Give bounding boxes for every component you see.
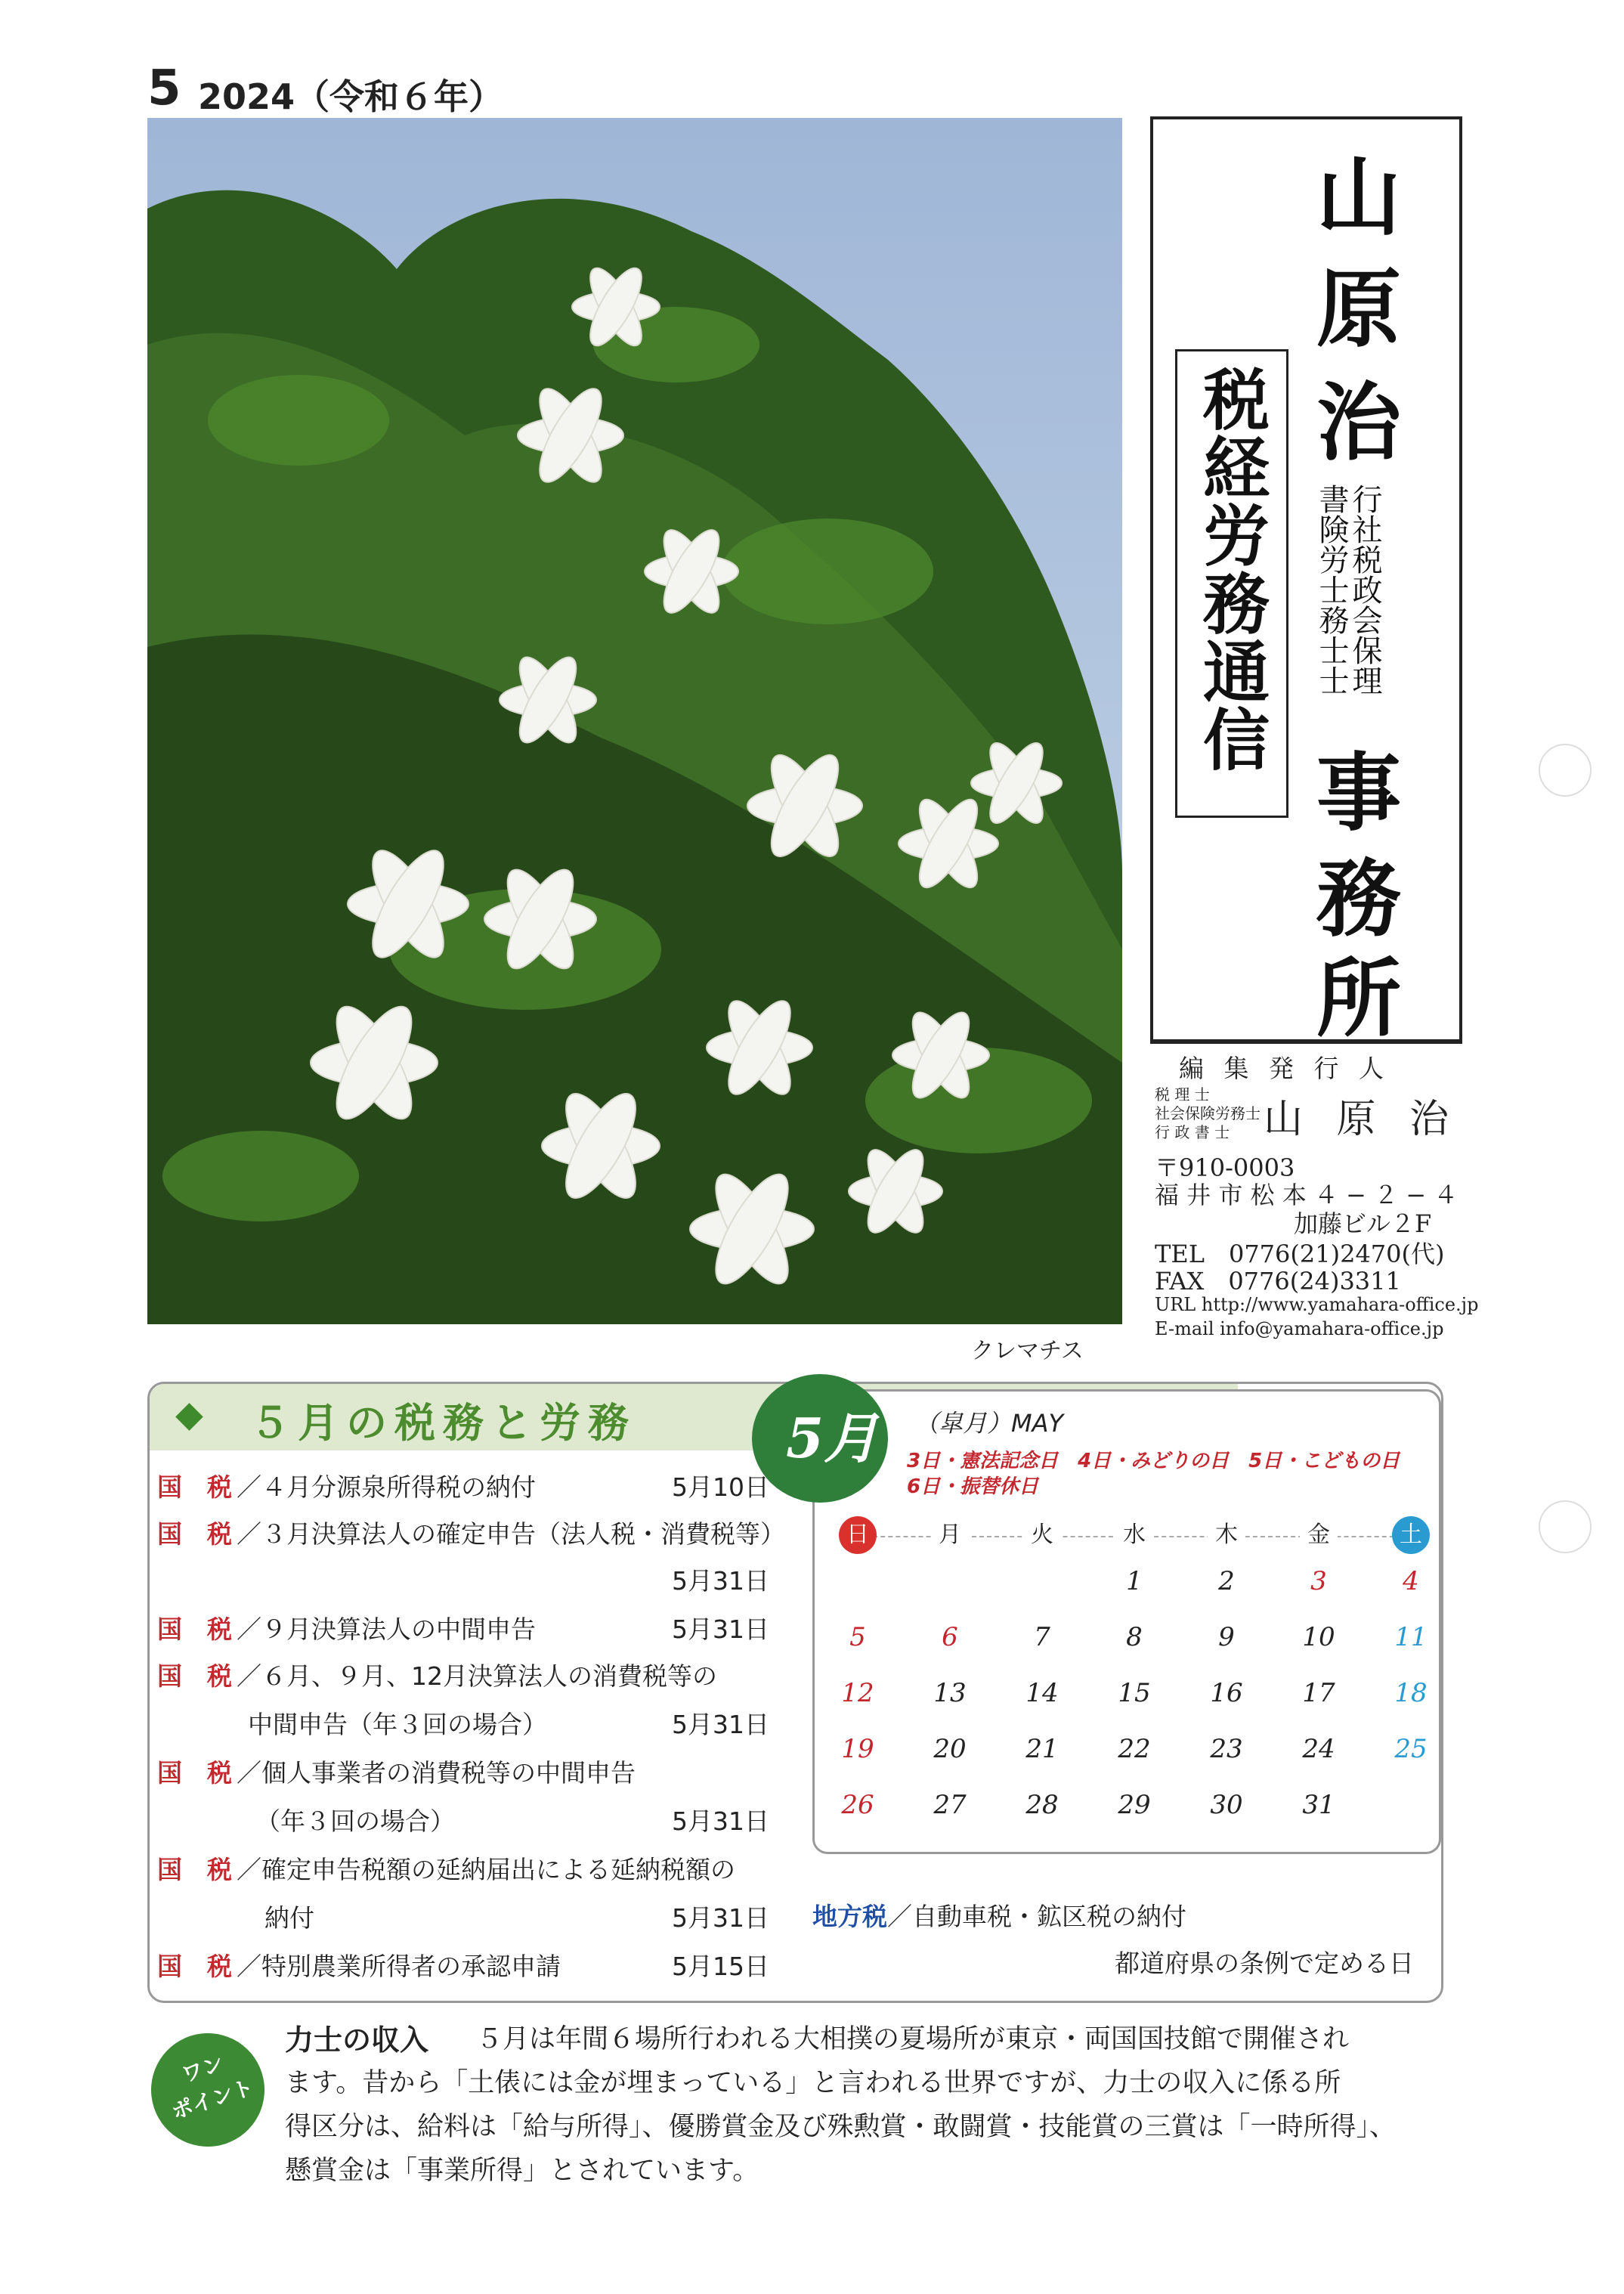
weekday-thu: 木 (1208, 1516, 1245, 1554)
calendar-day: 26 (841, 1790, 874, 1820)
calendar-day: 15 (1118, 1678, 1151, 1708)
weekday-sun: 日 (839, 1516, 877, 1554)
tax-date: 5月31日 (672, 1806, 769, 1836)
tax-row (157, 1515, 913, 1550)
local-tax-note: 都道府県の条例で定める日 (1115, 1949, 1414, 1978)
tax-text: ／９月決算法人の中間申告 (237, 1614, 536, 1644)
tax-date: 5月31日 (672, 1710, 769, 1739)
address-line-2: 加藤ビル２F (1294, 1209, 1432, 1238)
calendar-holidays: 3日・憲法記念日 4日・みどりの日 5日・こどもの日 (907, 1450, 1400, 1472)
tax-text: ／６月、９月、12月決算法人の消費税等の (237, 1661, 717, 1691)
publisher-name: 山 原 治 (1264, 1097, 1460, 1142)
local-tax-category: 地方税 (812, 1902, 887, 1931)
calendar-day: 29 (1118, 1790, 1151, 1820)
tax-date: 5月10日 (672, 1472, 769, 1502)
calendar-day: 25 (1394, 1734, 1428, 1764)
fax: FAX 0776(24)3311 (1155, 1267, 1401, 1296)
tax-category: 国 税 (157, 1661, 232, 1691)
tax-text: ／特別農業所得者の承認申請 (237, 1952, 561, 1981)
title-labor-consultant: 社会保険労務士 (1155, 1104, 1261, 1122)
issue-year: 2024（令和６年） (198, 76, 504, 117)
onepoint-text-line: 得区分は、給料は「給与所得」、優勝賞金及び殊勲賞・敢闘賞・技能賞の三賞は「一時所得」、 (285, 2112, 1397, 2142)
tax-text: ／４月分源泉所得税の納付 (237, 1472, 536, 1502)
calendar-day: 16 (1210, 1678, 1243, 1708)
tax-date: 5月31日 (672, 1903, 769, 1933)
calendar-day: 9 (1218, 1622, 1235, 1652)
calendar-day: 1 (1126, 1566, 1143, 1596)
tax-date: 5月31日 (672, 1566, 769, 1596)
office-name-char-1: 山 (1316, 148, 1401, 247)
calendar-month-badge-text: 5月 (786, 1406, 879, 1470)
tax-text: 納付 (264, 1903, 314, 1933)
publisher-heading: 編 集 発 行 人 (1179, 1054, 1390, 1083)
calendar-day: 28 (1025, 1790, 1059, 1820)
calendar-day: 17 (1302, 1678, 1335, 1708)
local-tax-row (812, 1897, 1186, 1933)
calendar-day: 18 (1394, 1678, 1428, 1708)
tax-row (157, 1947, 769, 1983)
tax-category: 国 税 (157, 1614, 232, 1644)
office-licenses: 行社税政会保理書険労士務士士 (1314, 484, 1382, 695)
tax-row (157, 1610, 769, 1645)
weekday-wed: 水 (1115, 1516, 1153, 1554)
tax-category: 国 税 (157, 1952, 232, 1981)
tax-category: 国 税 (157, 1855, 232, 1884)
calendar-day: 10 (1302, 1622, 1335, 1652)
postal-code: 〒910-0003 (1155, 1153, 1295, 1182)
publisher-divider (1150, 1042, 1462, 1044)
address-line-1: 福 井 市 松 本 ４ − ２ − ４ (1155, 1181, 1459, 1209)
calendar-day: 5 (849, 1622, 866, 1652)
calendar-month-name: （皐月）MAY (914, 1409, 1064, 1438)
office-word-char-1: 事 (1316, 744, 1401, 843)
office-name-char-2: 原 (1316, 260, 1401, 359)
calendar-day: 12 (841, 1678, 874, 1708)
calendar-day: 14 (1025, 1678, 1059, 1708)
onepoint-badge-text: ワン ポイント (168, 2051, 257, 2125)
calendar-day: 19 (841, 1734, 874, 1764)
calendar-day: 3 (1310, 1566, 1327, 1596)
office-word-char-3: 所 (1316, 949, 1401, 1048)
tax-text: （年３回の場合） (255, 1806, 455, 1836)
calendar-day: 11 (1394, 1622, 1428, 1652)
tax-row (157, 1754, 769, 1789)
clematis-photo (147, 118, 1122, 1324)
onepoint-title: 力士の収入 (285, 2023, 429, 2057)
calendar-day: 24 (1302, 1734, 1335, 1764)
tax-row (157, 1850, 769, 1886)
calendar-holidays-2: 6日・振替休日 (907, 1475, 1039, 1498)
diamond-icon: ◆ (175, 1393, 203, 1435)
tax-category: 国 税 (157, 1519, 232, 1549)
email[interactable]: E-mail info@yamahara-office.jp (1155, 1318, 1444, 1339)
tel: TEL 0776(21)2470(代) (1155, 1240, 1445, 1268)
calendar-day: 6 (942, 1622, 958, 1652)
publisher-titles (1155, 1085, 1261, 1142)
tax-category: 国 税 (157, 1472, 232, 1502)
tax-text: ／個人事業者の消費税等の中間申告 (237, 1758, 636, 1788)
tax-text: ／３月決算法人の確定申告（法人税・消費税等） (237, 1519, 785, 1549)
calendar-day: 20 (933, 1734, 967, 1764)
newsletter-title-box (1175, 349, 1288, 818)
calendar-day: 22 (1118, 1734, 1151, 1764)
clematis-illustration (147, 118, 1122, 1324)
calendar-day: 27 (933, 1790, 967, 1820)
office-name-char-3: 治 (1316, 373, 1401, 472)
binder-hole (1539, 1500, 1592, 1553)
weekday-fri: 金 (1300, 1516, 1338, 1554)
newsletter-title: 税経労務通信 (1192, 365, 1271, 773)
issue-number: 5 (147, 60, 181, 116)
calendar-day: 8 (1126, 1622, 1143, 1652)
calendar-day: 4 (1403, 1566, 1419, 1596)
tax-section-title: ５月の税務と労務 (249, 1399, 636, 1447)
calendar-day: 7 (1034, 1622, 1050, 1652)
onepoint-text-line: ます。昔から「土俵には金が埋まっている」と言われる世界ですが、力士の収入に係る所 (285, 2068, 1341, 2098)
calendar-day: 31 (1302, 1790, 1335, 1820)
onepoint-text-line: 懸賞金は「事業所得」とされています。 (285, 2156, 759, 2186)
tax-category: 国 税 (157, 1758, 232, 1788)
photo-caption: クレマチス (971, 1338, 1084, 1364)
calendar-day: 13 (933, 1678, 967, 1708)
binder-hole (1539, 744, 1592, 797)
tax-text: ／確定申告税額の延納届出による延納税額の (237, 1855, 735, 1884)
onepoint-text-line: ５月は年間６場所行われる大相撲の夏場所が東京・両国国技館で開催され (476, 2024, 1350, 2054)
weekday-sat: 土 (1392, 1516, 1430, 1554)
calendar-day: 30 (1210, 1790, 1243, 1820)
tax-text: 中間申告（年３回の場合） (248, 1710, 547, 1739)
calendar-day: 23 (1210, 1734, 1243, 1764)
title-admin-scrivener: 行 政 書 士 (1155, 1123, 1230, 1141)
tax-row (157, 1468, 769, 1503)
url[interactable]: URL http://www.yamahara-office.jp (1155, 1294, 1479, 1315)
tax-date: 5月31日 (672, 1614, 769, 1644)
tax-row (157, 1657, 769, 1692)
weekday-tue: 火 (1023, 1516, 1061, 1554)
office-word-char-2: 務 (1316, 850, 1401, 949)
tax-date: 5月15日 (672, 1952, 769, 1981)
local-tax-text: ／自動車税・鉱区税の納付 (887, 1902, 1186, 1931)
weekday-mon: 月 (931, 1516, 969, 1554)
calendar-day: 21 (1025, 1734, 1059, 1764)
calendar-day: 2 (1218, 1566, 1235, 1596)
title-tax-accountant: 税 理 士 (1155, 1085, 1210, 1104)
